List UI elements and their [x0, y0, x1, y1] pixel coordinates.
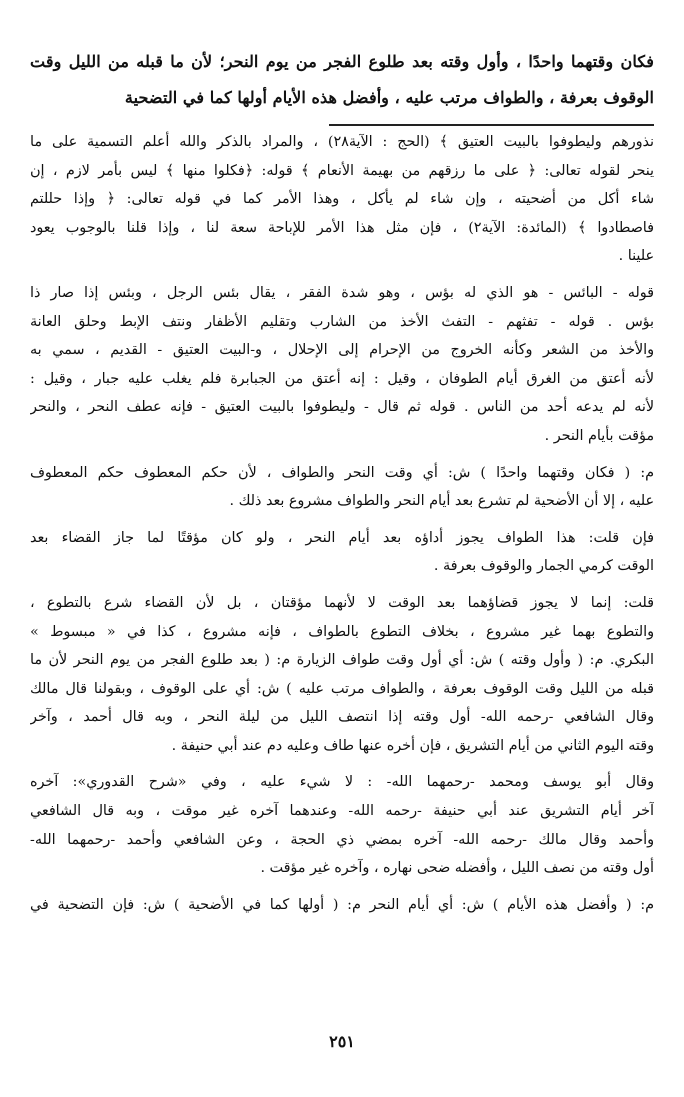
commentary-line: وأحمد وقال مالك -رحمه الله- آخره بمضي ذي الحجة ، وعن الشافعي وأحمد -رحمهما الله- [30, 831, 654, 848]
commentary-line: مؤقت بأيام النحر . [544, 427, 654, 444]
main-text-line: فكان وقتهما واحدًا ، وأول وقته بعد طلوع الفجر من يوم النحر؛ لأن ما قبله من الليل وقت [30, 52, 654, 71]
separator-rule [329, 124, 654, 126]
commentary-line: قبله من الليل وقت الوقوف بعرفة ، والطواف مرتب عليه ) ش: أي على الوقوف ، وبقولنا قال مالك [30, 680, 654, 697]
commentary-line: فإن قلت: هذا الطواف يجوز أداؤه بعد أيام النحر ، ولو كان مؤقتًا لما جاز القضاء بعد [30, 529, 654, 546]
commentary-line: والتطوع بهما غير مشروع ، بخلاف التطوع بالطواف ، فإنه مشروع ، كذا في « مبسوط » [30, 623, 654, 640]
commentary-line: شاء أكل من أضحيته ، وإن شاء لم يأكل ، وهذا الأمر كما في قوله تعالى: ﴿ وإذا حللتم [30, 191, 654, 208]
commentary [30, 128, 654, 919]
commentary-line: ينحر لقوله تعالى: ﴿ على ما رزقهم من بهيمة الأنعام ﴾ قوله: ﴿فكلوا منها ﴾ ليس بأمر لازم ، إن [30, 162, 654, 179]
commentary-line: لأنه لم يدعه أحد من الناس . قوله ثم قال - وليطوفوا بالبيت العتيق - فإنه عطف النحر ، والنحر [30, 399, 654, 416]
commentary-line: م: ( وأفضل هذه الأيام ) ش: أي أيام النحر م: ( أولها كما في الأضحية ) ش: فإن التضحية في [30, 896, 654, 913]
commentary-line: وقته اليوم الثاني من أيام التشريق ، فإن أخره عنها طاف وعليه دم عند أبي حنيفة . [171, 737, 654, 754]
commentary-line: أول وقته من نصف الليل ، وأفضله ضحى نهاره ، وآخره غير مؤقت . [260, 860, 654, 877]
commentary-line: نذورهم وليطوفوا بالبيت العتيق ﴾ (الحج : الآية٢٨) ، والمراد بالذكر والله أعلم التسمية على ما [30, 134, 654, 150]
main-text-line: الوقوف بعرفة ، والطواف مرتب عليه ، وأفضل هذه الأيام أولها كما في التضحية [124, 88, 654, 107]
commentary-line: الوقت كرمي الجمار والوقوف بعرفة . [433, 558, 654, 575]
commentary-line: م: ( فكان وقتهما واحدًا ) ش: أي وقت النحر والطواف ، لأن حكم المعطوف حكم المعطوف [30, 464, 654, 481]
commentary-line: البكري. م: ( وأول وقته ) ش: أي أول وقت طواف الزيارة م: ( بعد طلوع الفجر من يوم النحر لأن ما [30, 652, 654, 669]
page-number: ٢٥١ [329, 1032, 355, 1051]
commentary-line: وقال الشافعي -رحمه الله- أول وقته إذا انتصف الليل من ليلة النحر ، وبه قال أحمد ، وآخر [30, 709, 654, 726]
commentary-line: آخر أيام التشريق عند أبي حنيفة -رحمه الله- وعندهما آخره غير موقت ، وبه قال الشافعي [30, 803, 654, 820]
commentary-line: لأنه أعتق من الغرق أيام الطوفان ، وقيل : إنه أعتق من الجبابرة فلم يغلب عليه جبار ، وقيل : [30, 370, 654, 387]
main-text [30, 44, 654, 116]
commentary-line: عليه ، إلا أن الأضحية لم تشرع بعد أيام النحر والطواف مشروع بعد ذلك . [229, 493, 654, 510]
commentary-line: قلت: إنما لا يجوز قضاؤهما بعد الوقت لا لأنهما مؤقتان ، بل لأن القضاء شرع بالتطوع ، [30, 594, 654, 611]
commentary-line: علينا . [618, 248, 654, 265]
commentary-line: والأخذ من الشعر وكأنه الخروج من الإحرام إلى الإحلال ، و-البيت العتيق - القديم ، سمي به [30, 342, 654, 359]
commentary-line: بؤس . قوله - تفثهم - التفث الأخذ من الشارب وتقليم الأظفار ونتف الإبط وحلق العانة [30, 313, 654, 330]
commentary-line: فاصطادوا ﴾ (المائدة: الآية٢) ، فإن مثل هذا الأمر للإباحة سعة لنا ، وإذا قلنا بالوجوب يعود [30, 219, 654, 236]
commentary-line: قوله - البائس - هو الذي له بؤس ، وهو شدة الفقر ، يقال بئس الرجل ، وبئس إذا صار ذا [30, 284, 654, 301]
commentary-line: وقال أبو يوسف ومحمد -رحمهما الله- : لا شيء عليه ، وفي «شرح القدوري»: آخره [30, 774, 654, 791]
